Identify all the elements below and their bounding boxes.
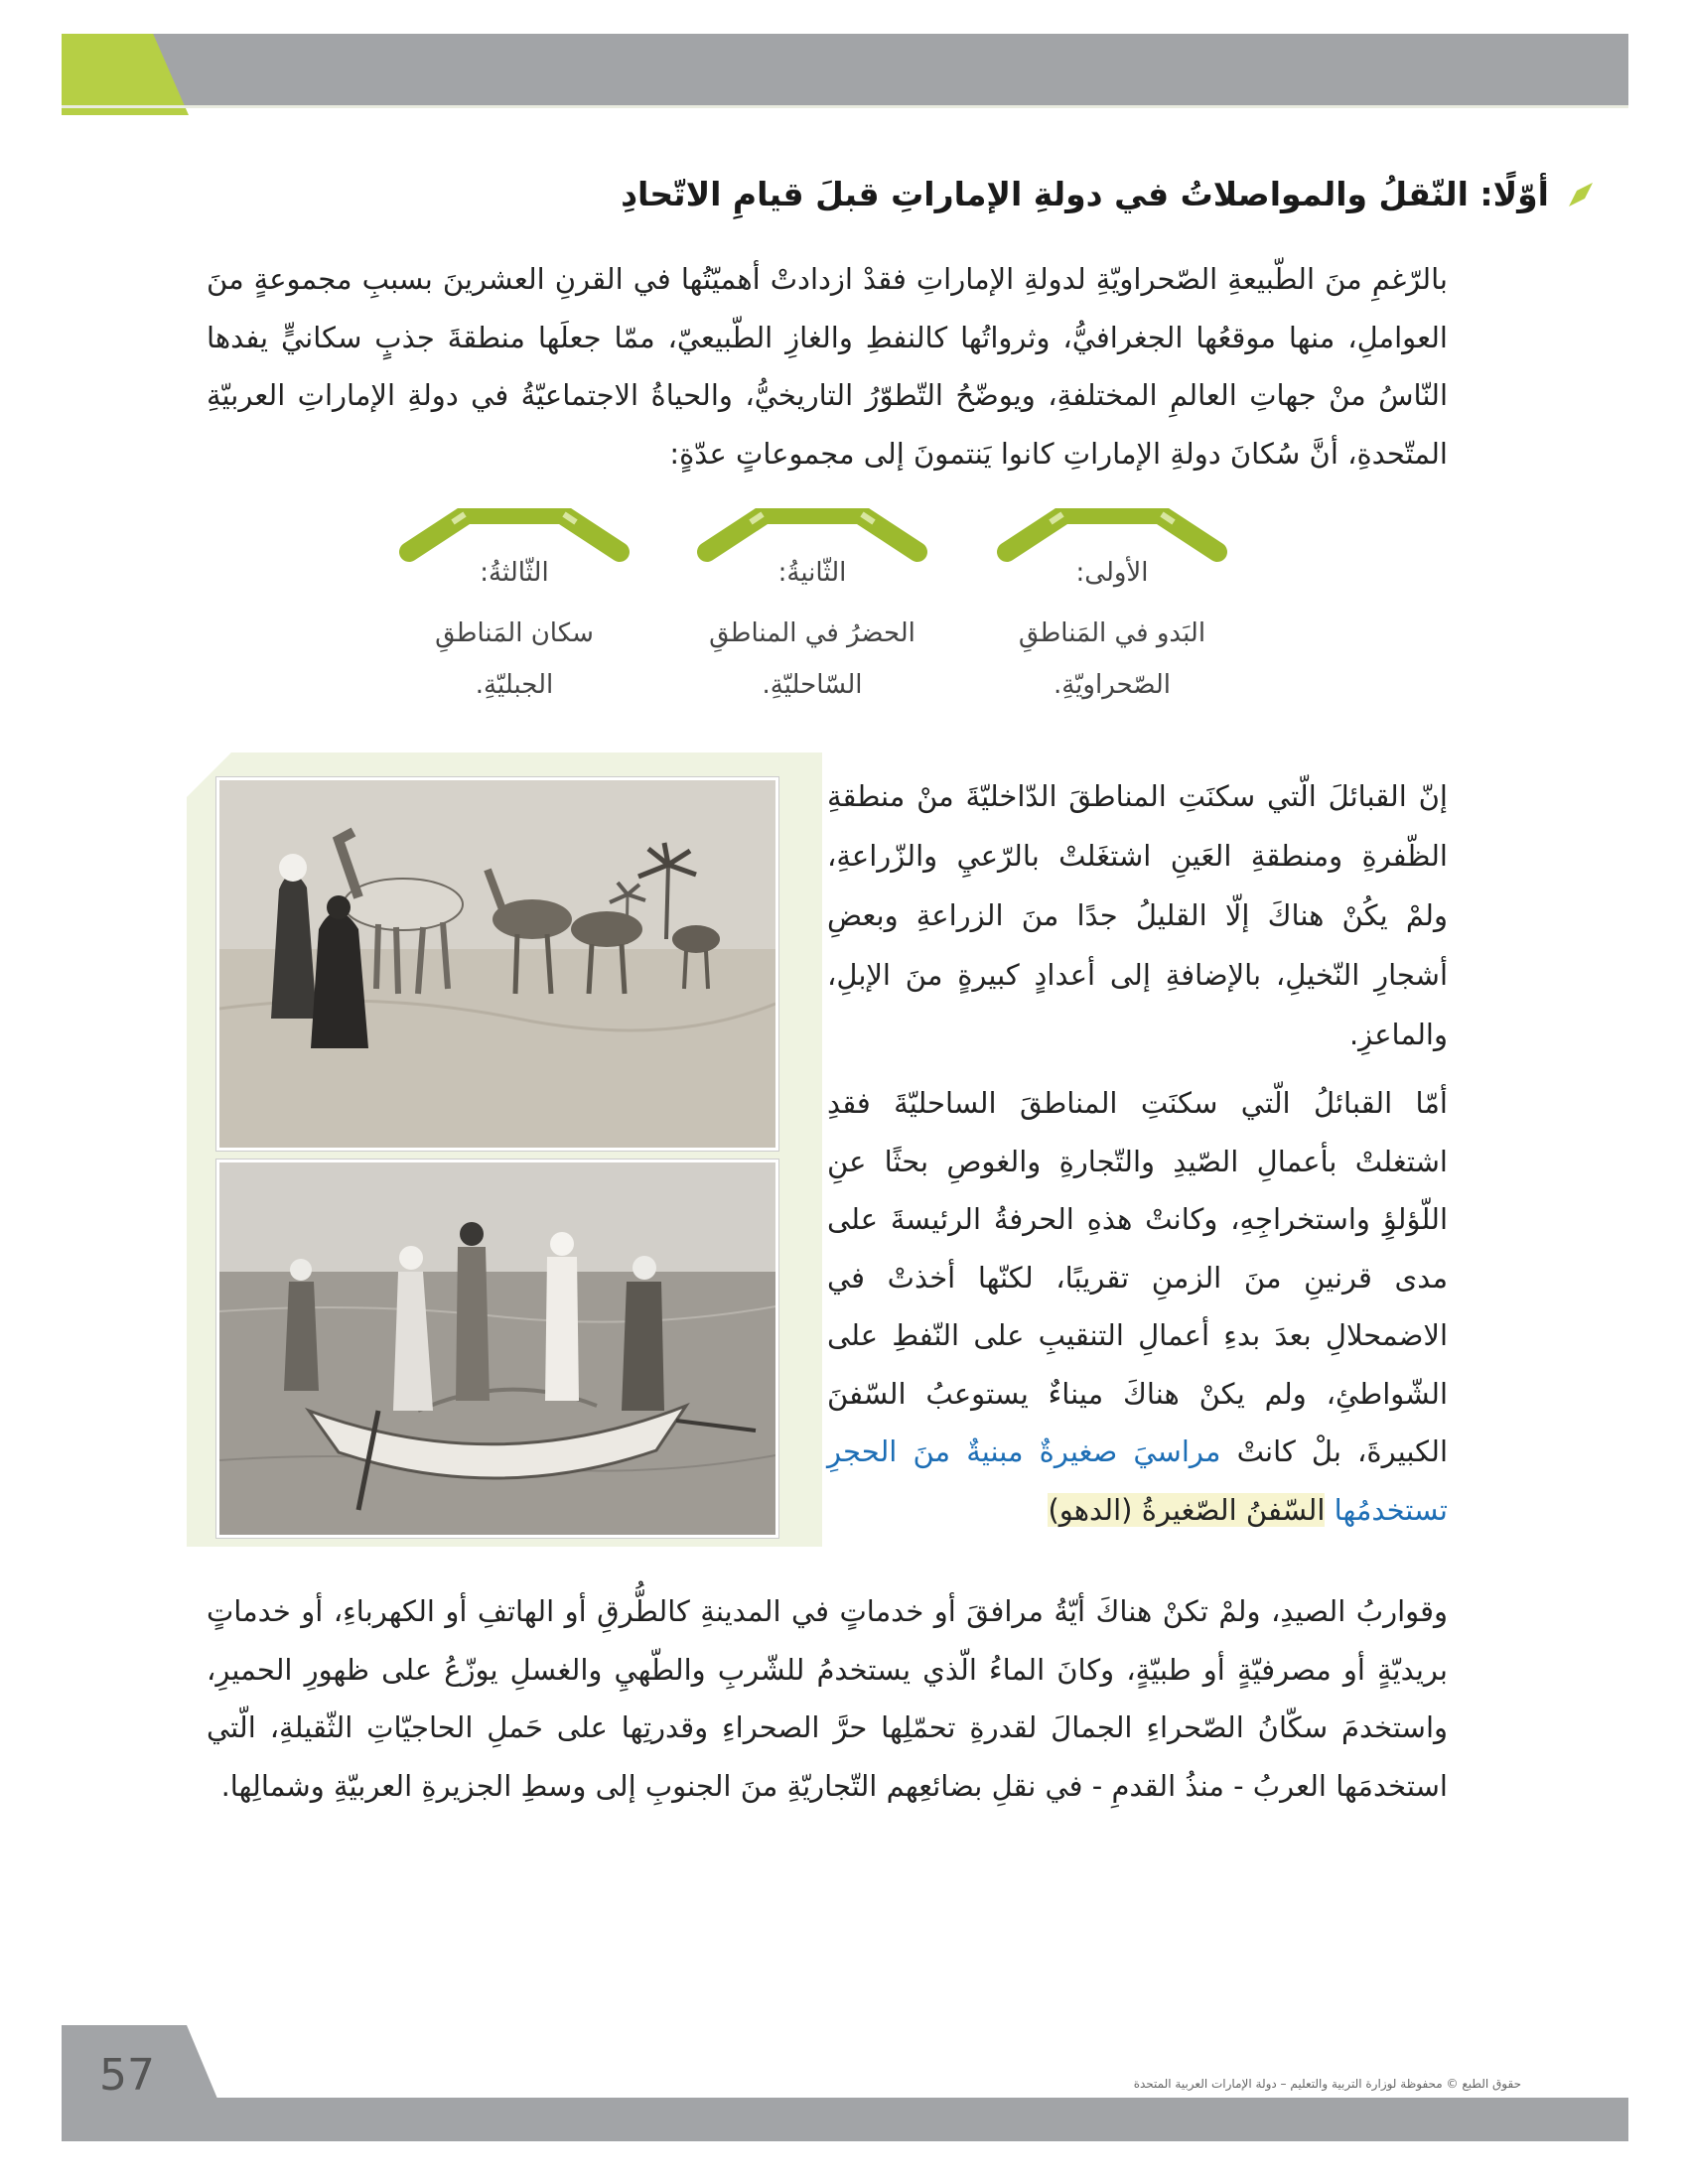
group-title: الأولى: xyxy=(1075,558,1149,588)
group-card-first xyxy=(993,508,1231,707)
interior-tribes-paragraph: إنّ القبائلَ الّتي سكنَتِ المناطقَ الدّاخليّةَ منْ منطقةِ الظّفرةِ ومنطقةِ العَينِ اشتغَلتْ بالرّعيِ والزّراعةِ، ولمْ يكُنْ هناكَ إلّا القليلُ جدًا منَ الزراعةِ وبعضِ أشجارِ النّخيلِ، بالإضافةِ إلى أعدادٍ كبيرةٍ منَ الإبلِ، والماعزِ. xyxy=(827,779,1448,1051)
bottom-footer-band xyxy=(62,2098,1628,2141)
page-number: 57 xyxy=(99,2050,155,2101)
highlight-blue-phrase: مراسيَ صغيرةٌ مبنيةٌ منَ الحجرِ تستخدمُها xyxy=(827,1434,1448,1527)
group-description xyxy=(993,608,1231,711)
top-header-band xyxy=(62,34,1628,105)
group-title: الثّالثةُ: xyxy=(480,558,549,588)
coastal-tribes-paragraph xyxy=(827,1074,1448,1539)
final-paragraph: وقواربُ الصيدِ، ولمْ تكنْ هناكَ أيّةُ مرافقَ أو خدماتٍ في المدينةِ كالطُّرقِ أو الهاتفِ أو الكهرباءِ، أو خدماتٍ بريديّةٍ أو مصرفيّةٍ أو طبيّةٍ، وكانَ الماءُ الّذي يستخدمُ للشّربِ والطّهيِ والغسلِ يوزّعُ على ظهورِ الحميرِ، واستخدمَ سكّانُ الصّحراءِ الجمالَ لقدرةِ تحمّلِها حرَّ الصحراءِ وقدرتِها على حَملِ الحاجيّاتِ الثّقيلةِ، الّتي استخدمَها العربُ - منذُ القدمِ - في نقلِ بضائعِهم التّجاريّةِ منَ الجنوبِ إلى وسطِ الجزيرةِ العربيّةِ وشمالِها. xyxy=(207,1594,1448,1803)
highlight-yellow-phrase: السّفنُ الصّغيرةُ (الدهو) xyxy=(1048,1492,1326,1527)
group-desc-line: البَدو في المَناطقِ xyxy=(1018,618,1206,648)
group-desc-line: السّاحليّةِ. xyxy=(762,670,863,700)
desert-camels-photo xyxy=(216,777,778,1151)
group-description xyxy=(693,608,931,711)
section-heading: أوّلًا: النّقلُ والمواصلاتُ في دولةِ الإماراتِ قبلَ قيامِ الاتّحادِ xyxy=(621,175,1549,213)
copyright-notice: حقوق الطبع © محفوظة لوزارة التربية والتعليم – دولة الإمارات العربية المتحدة xyxy=(1133,2077,1521,2091)
group-card-third xyxy=(395,508,633,707)
pearl-boat-photo xyxy=(216,1160,778,1538)
group-title: الثّانيةُ: xyxy=(777,558,847,588)
group-desc-line: الصّحراويّةِ. xyxy=(1053,670,1172,700)
top-divider xyxy=(62,105,1628,108)
group-desc-line: الحضرُ في المناطقِ xyxy=(709,618,915,648)
group-desc-line: الجبليّةِ. xyxy=(475,670,554,700)
leaf-bullet-icon xyxy=(1567,181,1595,208)
intro-paragraph: بالرّغمِ منَ الطّبيعةِ الصّحراويّةِ لدولةِ الإماراتِ فقدْ ازدادتْ أهميّتُها في القرنِ العشرينَ بسببِ مجموعةٍ منَ العواملِ، منها موقعُها الجغرافيُّ، وثرواتُها كالنفطِ والغازِ الطّبيعيّ، ممّا جعلَها منطقةَ جذبٍ سكانيٍّ يفدها النّاسُ منْ جهاتِ العالمِ المختلفةِ، ويوضّحُ التّطوّرُ التاريخيُّ، والحياةُ الاجتماعيّةُ في دولةِ الإماراتِ العربيّةِ المتّحدةِ، أنَّ سُكانَ دولةِ الإماراتِ كانوا يَنتمونَ إلى مجموعاتٍ عدّةٍ: xyxy=(207,262,1448,471)
population-groups xyxy=(387,508,1231,707)
coastal-text: أمّا القبائلُ الّتي سكنَتِ المناطقَ الساحليّةَ فقدِ اشتغلتْ بأعمالِ الصّيدِ والتّجارةِ والغوصِ بحثًا عنِ اللّؤلؤِ واستخراجِهِ، وكانتْ هذهِ الحرفةُ الرئيسةَ على مدى قرنينِ منَ الزمنِ تقريبًا، لكنّها أخذتْ في الاضمحلالِ بعدَ بدءِ أعمالِ التنقيبِ على النّفطِ على الشّواطئِ، ولم يكنْ هناكَ ميناءٌ يستوعبُ السّفنَ الكبيرةَ، بلْ كانتْ xyxy=(827,1086,1449,1468)
group-description xyxy=(395,608,633,711)
group-card-second xyxy=(693,508,931,707)
group-desc-line: سكان المَناطقِ xyxy=(435,618,594,648)
